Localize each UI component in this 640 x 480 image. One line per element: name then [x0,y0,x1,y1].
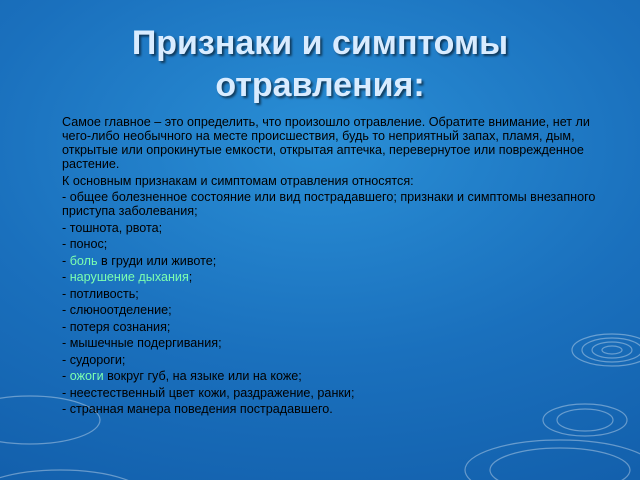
symptom-dash: - [62,385,70,400]
symptom-text: понос; [69,237,108,251]
slide-title [60,22,580,106]
symptom-item [62,221,602,235]
symptom-text: странная манера поведения пострадавшего. [69,402,333,416]
symptom-dash: - [62,190,70,204]
symptom-item [62,353,602,367]
symptom-dash: - [62,402,70,416]
symptom-text: общее болезненное состояние или вид пострадавшего; признаки и симптомы внезапного приступа заболевания; [62,190,596,218]
symptom-text: слюноотделение; [69,303,172,317]
slide-body [62,115,602,419]
symptom-text: вокруг губ, на языке или на коже; [103,369,302,383]
symptom-item [62,320,602,334]
symptom-text: неестественный цвет кожи, раздражение, ранки; [69,385,355,400]
symptom-dash: - [62,237,70,251]
symptom-highlight-link[interactable]: боль [69,253,98,268]
symptom-dash: - [62,220,70,235]
symptom-text: потливость; [69,286,139,301]
symptom-item [62,237,602,251]
symptom-text: мышечные подергивания; [69,336,222,350]
symptom-text: потеря сознания; [69,319,171,334]
symptom-dash: - [62,352,70,367]
symptom-item [62,402,602,416]
lead-paragraph: К основным признакам и симптомам отравления относятся: [62,173,414,188]
symptom-item [62,386,602,400]
symptom-list [62,190,602,416]
symptom-dash: - [62,253,70,268]
symptom-text: судороги; [69,352,126,367]
symptom-dash: - [62,286,70,301]
symptom-item [62,336,602,350]
symptom-highlight-link[interactable]: нарушение дыхания [69,270,189,284]
symptom-dash: - [62,303,70,317]
symptom-text: в груди или животе; [97,253,217,268]
symptom-text: ; [188,270,193,284]
slide-title-line1: Признаки и симптомы [131,24,509,62]
symptom-dash: - [62,319,70,334]
symptom-item [62,190,602,218]
symptom-item [62,287,602,301]
intro-paragraph: Самое главное – это определить, что произошло отравление. Обратите внимание, нет ли чего-либо необычного на месте происшествия, будь то неприятный запах, пламя, дым, открытые или опрокинутые емкости, открытая аптечка, перевернутое или поврежденное растение. [62,115,590,171]
symptom-highlight-link[interactable]: ожоги [69,369,104,383]
symptom-text: тошнота, рвота; [69,220,163,235]
symptom-dash: - [62,369,70,383]
symptom-dash: - [62,270,70,284]
symptom-item [62,369,602,383]
symptom-item [62,270,602,284]
symptom-dash: - [62,336,70,350]
symptom-item [62,303,602,317]
slide-title-line2: отравления: [215,66,425,104]
symptom-item [62,254,602,268]
